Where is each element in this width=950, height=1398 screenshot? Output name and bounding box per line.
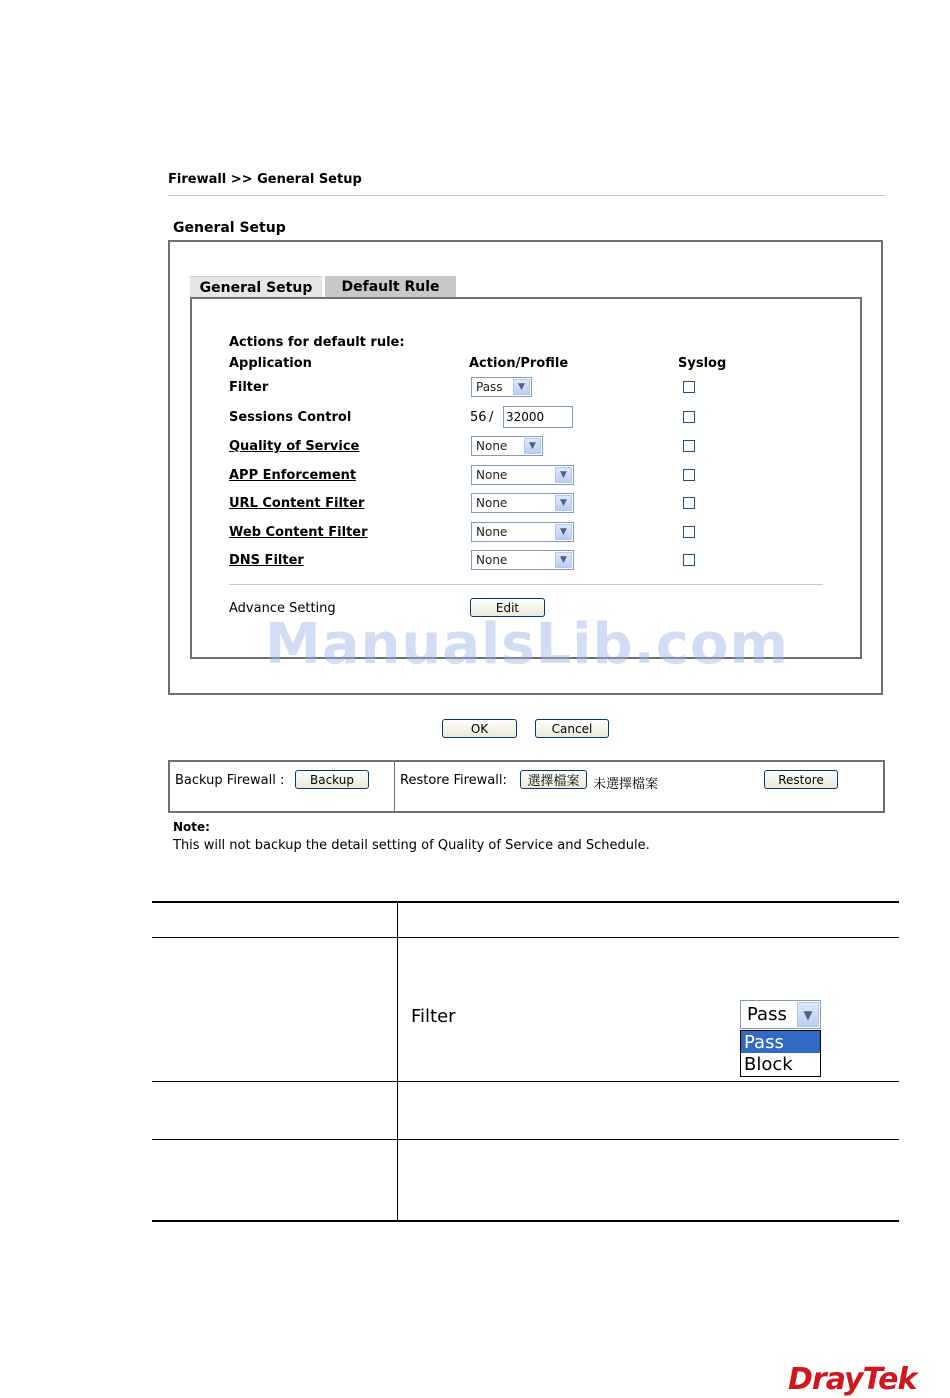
app-enforcement-link[interactable]: APP Enforcement — [229, 468, 357, 483]
note-title: Note: — [173, 820, 210, 834]
web-content-filter-select[interactable] — [471, 522, 574, 542]
dropdown-option-pass[interactable]: Pass — [741, 1031, 820, 1053]
section-title: General Setup — [173, 220, 286, 236]
tab-general-setup[interactable]: General Setup — [190, 276, 322, 298]
restore-firewall-label: Restore Firewall: — [400, 773, 507, 788]
sessions-current: 56 — [470, 410, 487, 425]
dropdown-option-block[interactable]: Block — [744, 1053, 793, 1075]
qos-syslog-checkbox[interactable] — [683, 440, 695, 452]
table-row-divider — [152, 937, 899, 938]
table-row-divider — [152, 1139, 899, 1140]
sessions-separator: / — [489, 410, 494, 425]
sessions-control-label: Sessions Control — [229, 410, 352, 425]
url-content-filter-link[interactable]: URL Content Filter — [229, 496, 365, 511]
example-filter-label: Filter — [411, 1006, 456, 1027]
backup-firewall-label: Backup Firewall : — [175, 773, 285, 788]
dns-filter-select[interactable] — [471, 550, 574, 570]
filter-select-value: Pass — [476, 380, 503, 394]
table-top-border — [152, 901, 899, 903]
divider — [229, 584, 823, 585]
web-content-filter-select-value: None — [476, 525, 508, 539]
filter-label: Filter — [229, 380, 269, 395]
table-column-divider — [397, 903, 398, 1220]
edit-button[interactable]: Edit — [470, 598, 545, 617]
app-enforcement-select[interactable] — [471, 465, 574, 485]
chevron-down-icon: ▼ — [555, 552, 572, 568]
url-content-filter-select[interactable] — [471, 493, 574, 513]
chevron-down-icon: ▼ — [555, 467, 572, 483]
divider — [168, 195, 885, 196]
dns-filter-select-value: None — [476, 553, 508, 567]
watermark: ManualsLib.com — [265, 612, 789, 677]
breadcrumb: Firewall >> General Setup — [168, 172, 362, 187]
note-text: This will not backup the detail setting of Quality of Service and Schedule. — [173, 838, 650, 853]
url-content-filter-select-value: None — [476, 496, 508, 510]
example-filter-select[interactable] — [740, 1000, 821, 1029]
column-syslog: Syslog — [678, 356, 727, 371]
table-bottom-border — [152, 1220, 899, 1222]
url-content-filter-syslog-checkbox[interactable] — [683, 497, 695, 509]
chevron-down-icon: ▼ — [513, 379, 530, 395]
chevron-down-icon: ▼ — [797, 1002, 819, 1027]
chevron-down-icon: ▼ — [555, 524, 572, 540]
column-application: Application — [229, 356, 312, 371]
actions-heading: Actions for default rule: — [229, 335, 405, 350]
table-row-divider — [152, 1081, 899, 1082]
sessions-syslog-checkbox[interactable] — [683, 411, 695, 423]
advance-setting-label: Advance Setting — [229, 601, 336, 616]
column-action-profile: Action/Profile — [469, 356, 569, 371]
chevron-down-icon: ▼ — [524, 438, 541, 454]
app-enforcement-syslog-checkbox[interactable] — [683, 469, 695, 481]
web-content-filter-link[interactable]: Web Content Filter — [229, 525, 368, 540]
sessions-max-input[interactable]: 32000 — [503, 406, 573, 428]
backup-button[interactable]: Backup — [295, 770, 369, 789]
dns-filter-link[interactable]: DNS Filter — [229, 553, 304, 568]
chevron-down-icon: ▼ — [555, 495, 572, 511]
tab-default-rule[interactable]: Default Rule — [325, 276, 456, 298]
divider — [394, 762, 395, 811]
quality-of-service-link[interactable]: Quality of Service — [229, 439, 360, 454]
no-file-chosen-text: 未選擇檔案 — [593, 777, 659, 792]
filter-select[interactable] — [471, 377, 532, 397]
example-filter-dropdown-list — [740, 1030, 821, 1077]
filter-syslog-checkbox[interactable] — [683, 381, 695, 393]
restore-button[interactable]: Restore — [764, 770, 838, 789]
qos-select[interactable] — [471, 436, 543, 456]
qos-select-value: None — [476, 439, 508, 453]
app-enforcement-select-value: None — [476, 468, 508, 482]
web-content-filter-syslog-checkbox[interactable] — [683, 526, 695, 538]
draytek-logo: DrayTek — [788, 1362, 917, 1397]
ok-button[interactable]: OK — [442, 719, 517, 738]
cancel-button[interactable]: Cancel — [535, 719, 609, 738]
choose-file-button[interactable]: 選擇檔案 — [520, 770, 587, 789]
example-filter-select-value: Pass — [747, 1004, 787, 1025]
dns-filter-syslog-checkbox[interactable] — [683, 554, 695, 566]
